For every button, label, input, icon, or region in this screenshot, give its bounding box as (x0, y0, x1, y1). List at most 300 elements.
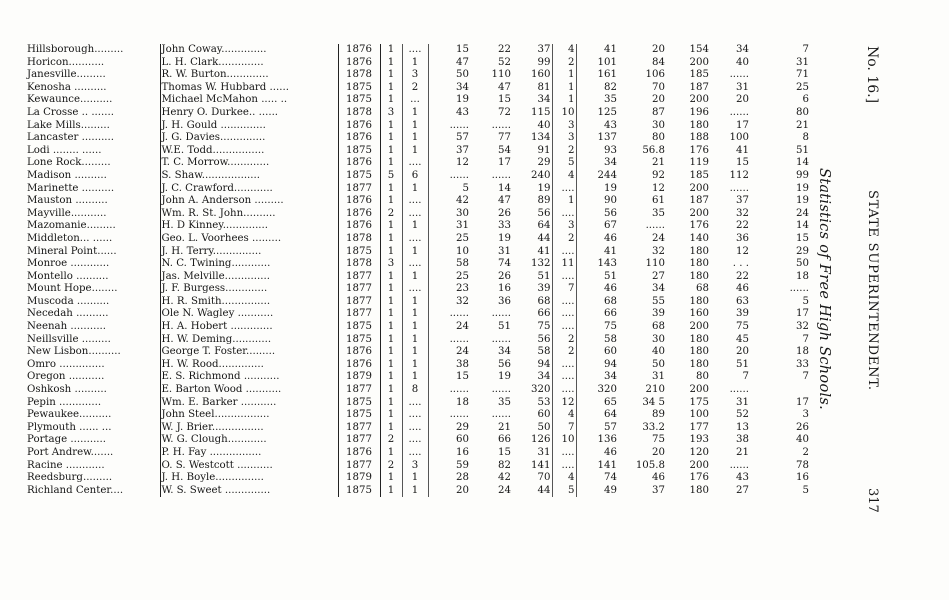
count-cell: 5 (802, 484, 809, 496)
assistants-cell: .... (402, 434, 428, 447)
table-row (26, 132, 810, 145)
count-cell: 4 (552, 170, 576, 183)
days-cell: 200 (689, 94, 709, 106)
count-cell: .... (552, 371, 576, 384)
principal-cell: S. Shaw.................. (160, 170, 338, 183)
assistants-cell: 1 (402, 183, 428, 196)
count-cell: 31 (796, 56, 809, 68)
count-cell: 15 (736, 157, 749, 169)
count-cell: 13 (736, 421, 749, 433)
days-cell: 177 (689, 421, 709, 433)
teachers-cell: 1 (387, 333, 395, 345)
assistants-cell: 1 (402, 359, 428, 372)
count-cell: 28 (456, 472, 469, 484)
teachers-cell: 1 (387, 157, 395, 169)
count-cell: 35 (604, 94, 617, 106)
town-cell: Monroe ............ (27, 258, 110, 270)
days-cell: 180 (689, 245, 709, 257)
average-cell: 55 (652, 295, 665, 307)
principal-cell: Geo. L. Voorhees ......... (160, 233, 338, 246)
year-cell: 1875 (338, 82, 380, 95)
count-cell: 31 (498, 245, 511, 257)
count-cell: 141 (597, 459, 617, 471)
teachers-cell: 2 (387, 207, 395, 219)
town-cell: Mazomanie......... (27, 220, 116, 232)
town-cell: Racine ............ (27, 459, 105, 471)
town-cell: Neenah ........... (27, 321, 107, 333)
year-cell: 1878 (338, 233, 380, 246)
teachers-cell: 1 (387, 346, 395, 358)
days-cell: 80 (696, 371, 709, 383)
count-cell: 112 (729, 169, 749, 181)
count-cell: 125 (597, 106, 617, 118)
year-cell: 1879 (338, 371, 380, 384)
count-cell: 136 (597, 434, 617, 446)
count-cell: 2 (552, 334, 576, 347)
days-cell: 180 (689, 484, 709, 496)
total-cell: 44 (512, 233, 552, 246)
assistants-cell: 1 (402, 296, 428, 309)
town-cell: Marinette .......... (27, 182, 115, 194)
days-cell: 100 (689, 409, 709, 421)
principal-cell: George T. Foster......... (160, 346, 338, 359)
count-cell: 32 (736, 207, 749, 219)
teachers-cell: 1 (387, 69, 395, 81)
average-cell: 61 (652, 195, 665, 207)
assistants-cell: .... (402, 233, 428, 246)
table-row (26, 233, 810, 246)
town-cell: Mineral Point...... (27, 245, 117, 257)
total-cell: 40 (512, 120, 552, 133)
assistants-cell: 1 (402, 334, 428, 347)
total-cell: 81 (512, 82, 552, 95)
principal-cell: J. H. Boyle............... (160, 472, 338, 485)
count-cell: 101 (597, 56, 617, 68)
days-cell: 180 (689, 270, 709, 282)
count-cell: 37 (456, 144, 469, 156)
count-cell: .... (552, 460, 576, 473)
count-cell: 17 (736, 119, 749, 131)
table-row (26, 371, 810, 384)
count-cell: 34 (736, 44, 749, 55)
count-cell: 12 (456, 157, 469, 169)
teachers-cell: 3 (387, 258, 395, 270)
average-cell: 21 (652, 157, 665, 169)
free-high-schools-table (26, 44, 811, 497)
total-cell: 320 (512, 384, 552, 397)
assistants-cell: 1 (402, 145, 428, 158)
days-cell: 180 (689, 333, 709, 345)
count-cell: ...... (449, 169, 469, 181)
year-cell: 1877 (338, 296, 380, 309)
days-cell: 180 (689, 295, 709, 307)
table-row (26, 170, 810, 183)
days-cell: 154 (689, 44, 709, 55)
average-cell: 40 (652, 346, 665, 358)
teachers-cell: 1 (387, 245, 395, 257)
count-cell: 1 (552, 94, 576, 107)
assistants-cell: .... (402, 397, 428, 410)
average-cell: 75 (652, 434, 665, 446)
teachers-cell: 1 (387, 371, 395, 383)
town-cell: Portage ........... (27, 434, 107, 446)
average-cell: 70 (652, 81, 665, 93)
count-cell: 33 (498, 220, 511, 232)
year-cell: 1876 (338, 157, 380, 170)
count-cell: 24 (456, 346, 469, 358)
average-cell: 39 (652, 308, 665, 320)
average-cell: 33.2 (642, 421, 665, 433)
days-cell: 160 (689, 308, 709, 320)
count-cell: .... (552, 384, 576, 397)
town-cell: Neillsville ......... (27, 333, 111, 345)
count-cell: 42 (498, 472, 511, 484)
total-cell: 29 (512, 157, 552, 170)
count-cell: 58 (456, 258, 469, 270)
assistants-cell: .... (402, 195, 428, 208)
principal-cell: R. W. Burton............. (160, 69, 338, 82)
teachers-cell: 1 (387, 283, 395, 295)
assistants-cell: 1 (402, 371, 428, 384)
count-cell: 32 (796, 321, 809, 333)
count-cell: 4 (552, 44, 576, 57)
total-cell: 99 (512, 57, 552, 70)
count-cell: .... (552, 447, 576, 460)
assistants-cell: 1 (402, 107, 428, 120)
teachers-cell: 1 (387, 295, 395, 307)
count-cell: 29 (456, 421, 469, 433)
count-cell: 110 (491, 69, 511, 81)
total-cell: 58 (512, 346, 552, 359)
days-cell: 180 (689, 119, 709, 131)
count-cell: 57 (456, 132, 469, 144)
count-cell: 16 (456, 447, 469, 458)
count-cell: ...... (491, 169, 511, 181)
assistants-cell: 1 (402, 485, 428, 498)
principal-cell: John Coway.............. (160, 44, 338, 57)
total-cell: 132 (512, 258, 552, 271)
days-cell: 200 (689, 459, 709, 471)
town-cell: Montello .......... (27, 270, 109, 282)
table-row (26, 94, 810, 107)
table-row (26, 208, 810, 221)
town-cell: Oregon ........... (27, 371, 105, 383)
total-cell: 56 (512, 334, 552, 347)
town-cell: Mauston .......... (27, 195, 108, 207)
days-cell: 200 (689, 321, 709, 333)
count-cell: 74 (498, 258, 511, 270)
count-cell: ...... (729, 182, 749, 194)
year-cell: 1876 (338, 132, 380, 145)
count-cell: 30 (456, 207, 469, 219)
principal-cell: E. S. Richmond ........... (160, 371, 338, 384)
count-cell: 19 (456, 94, 469, 106)
count-cell: 17 (796, 308, 809, 320)
days-cell: 120 (689, 447, 709, 458)
count-cell: 47 (456, 56, 469, 68)
average-cell: 30 (652, 119, 665, 131)
teachers-cell: 1 (387, 195, 395, 207)
average-cell: 46 (652, 472, 665, 484)
count-cell: 1 (552, 69, 576, 82)
days-cell: 187 (689, 195, 709, 207)
days-cell: 176 (689, 144, 709, 156)
count-cell: 47 (498, 195, 511, 207)
assistants-cell: 1 (402, 308, 428, 321)
count-cell: 94 (604, 358, 617, 370)
year-cell: 1878 (338, 258, 380, 271)
assistants-cell: .... (402, 208, 428, 221)
total-cell: 126 (512, 434, 552, 447)
count-cell: .... (552, 246, 576, 259)
table-row (26, 485, 810, 498)
count-cell: 1 (552, 195, 576, 208)
year-cell: 1875 (338, 321, 380, 334)
count-cell: 143 (597, 258, 617, 270)
total-cell: 44 (512, 485, 552, 498)
count-cell: 19 (498, 232, 511, 244)
teachers-cell: 1 (387, 81, 395, 93)
days-cell: 176 (689, 472, 709, 484)
count-cell: 14 (796, 220, 809, 232)
teachers-cell: 1 (387, 409, 395, 421)
assistants-cell: 1 (402, 57, 428, 70)
town-cell: Necedah .......... (27, 308, 109, 320)
count-cell: 14 (498, 182, 511, 194)
count-cell: ...... (449, 409, 469, 421)
count-cell: ...... (789, 283, 809, 295)
town-cell: Kenosha .......... (27, 81, 107, 93)
table-row (26, 296, 810, 309)
count-cell: ...... (729, 459, 749, 471)
count-cell: 14 (796, 157, 809, 169)
table-row (26, 145, 810, 158)
average-cell: 32 (652, 245, 665, 257)
count-cell: 25 (456, 232, 469, 244)
count-cell: 3 (552, 120, 576, 133)
count-cell: 5 (552, 485, 576, 498)
days-cell: 188 (689, 132, 709, 144)
assistants-cell: .... (402, 283, 428, 296)
count-cell: 54 (498, 144, 511, 156)
teachers-cell: 1 (387, 472, 395, 484)
total-cell: 19 (512, 183, 552, 196)
year-cell: 1876 (338, 57, 380, 70)
count-cell: 20 (736, 346, 749, 358)
table-row (26, 384, 810, 397)
days-cell: 180 (689, 346, 709, 358)
teachers-cell: 1 (387, 182, 395, 194)
assistants-cell: 2 (402, 82, 428, 95)
year-cell: 1876 (338, 346, 380, 359)
total-cell: 94 (512, 359, 552, 372)
total-cell: 60 (512, 409, 552, 422)
count-cell: 75 (604, 321, 617, 333)
count-cell: 19 (796, 182, 809, 194)
count-cell: ...... (491, 409, 511, 421)
total-cell: 51 (512, 271, 552, 284)
days-cell: 200 (689, 56, 709, 68)
teachers-cell: 1 (387, 119, 395, 131)
count-cell: 63 (736, 295, 749, 307)
town-cell: Mayville........... (27, 207, 107, 219)
count-cell: 43 (604, 119, 617, 131)
count-cell: 38 (456, 358, 469, 370)
table-row (26, 157, 810, 170)
days-cell: 200 (689, 207, 709, 219)
average-cell: 50 (652, 358, 665, 370)
count-cell: 137 (597, 132, 617, 144)
count-cell: 50 (456, 69, 469, 81)
table-row (26, 246, 810, 259)
count-cell: ...... (491, 308, 511, 320)
table-row (26, 120, 810, 133)
principal-cell: John A. Anderson ......... (160, 195, 338, 208)
count-cell: 58 (604, 333, 617, 345)
count-cell: 80 (796, 106, 809, 118)
teachers-cell: 1 (387, 321, 395, 333)
total-cell: 75 (512, 321, 552, 334)
average-cell: 20 (652, 447, 665, 458)
count-cell: 7 (802, 44, 809, 55)
teachers-cell: 1 (387, 270, 395, 282)
average-cell: 105.8 (635, 459, 665, 471)
days-cell: 180 (689, 358, 709, 370)
town-cell: Pewaukee.......... (27, 409, 112, 421)
count-cell: 8 (802, 132, 809, 144)
year-cell: 1877 (338, 422, 380, 435)
average-cell: 210 (645, 384, 665, 396)
principal-cell: J. F. Burgess............. (160, 283, 338, 296)
count-cell: 23 (456, 283, 469, 295)
teachers-cell: 1 (387, 421, 395, 433)
total-cell: 66 (512, 308, 552, 321)
count-cell: ...... (449, 333, 469, 345)
total-cell: 115 (512, 107, 552, 120)
count-cell: 41 (604, 44, 617, 55)
count-cell: 36 (498, 295, 511, 307)
principal-cell: J. H. Terry............... (160, 246, 338, 259)
average-cell: 12 (652, 182, 665, 194)
table-row (26, 397, 810, 410)
count-cell: 3 (552, 220, 576, 233)
assistants-cell: ... (402, 94, 428, 107)
average-cell: 89 (652, 409, 665, 421)
count-cell: 34 (604, 371, 617, 383)
year-cell: 1875 (338, 246, 380, 259)
table-row (26, 422, 810, 435)
count-cell: 90 (604, 195, 617, 207)
total-cell: 37 (512, 44, 552, 57)
count-cell: 93 (604, 144, 617, 156)
average-cell: 92 (652, 169, 665, 181)
count-cell: 68 (604, 295, 617, 307)
count-cell: 50 (796, 258, 809, 270)
count-cell: 45 (736, 333, 749, 345)
principal-cell: W. G. Clough............ (160, 434, 338, 447)
count-cell: 11 (552, 258, 576, 271)
count-cell: 75 (736, 321, 749, 333)
average-cell: 80 (652, 132, 665, 144)
assistants-cell: 3 (402, 69, 428, 82)
average-cell: 106 (645, 69, 665, 81)
average-cell: 34 (652, 283, 665, 295)
count-cell: 78 (796, 459, 809, 471)
count-cell: 66 (498, 434, 511, 446)
count-cell: 40 (736, 56, 749, 68)
principal-cell: T. C. Morrow............. (160, 157, 338, 170)
table-row (26, 69, 810, 82)
count-cell: 5 (802, 295, 809, 307)
count-cell: 25 (456, 270, 469, 282)
count-cell: 7 (802, 371, 809, 383)
days-cell: 68 (696, 283, 709, 295)
days-cell: 185 (689, 169, 709, 181)
count-cell: ...... (449, 384, 469, 396)
teachers-cell: 1 (387, 447, 395, 458)
year-cell: 1877 (338, 283, 380, 296)
days-cell: 175 (689, 396, 709, 408)
assistants-cell: .... (402, 258, 428, 271)
principal-cell: J. H. Gould .............. (160, 120, 338, 133)
year-cell: 1875 (338, 170, 380, 183)
count-cell: 21 (498, 421, 511, 433)
count-cell: 1 (552, 82, 576, 95)
total-cell: 50 (512, 422, 552, 435)
count-cell: 41 (736, 144, 749, 156)
count-cell: .... (552, 321, 576, 334)
count-cell: 60 (604, 346, 617, 358)
count-cell: 34 (456, 81, 469, 93)
principal-cell: Wm. R. St. John.......... (160, 208, 338, 221)
table-row (26, 271, 810, 284)
assistants-cell: 1 (402, 120, 428, 133)
count-cell: 99 (796, 169, 809, 181)
count-cell: 2 (552, 57, 576, 70)
count-cell: 71 (796, 69, 809, 81)
average-cell: 87 (652, 106, 665, 118)
count-cell: 43 (456, 106, 469, 118)
average-cell: 68 (652, 321, 665, 333)
total-cell: 56 (512, 208, 552, 221)
count-cell: 5 (462, 182, 469, 194)
count-cell: 65 (604, 396, 617, 408)
count-cell: 31 (736, 396, 749, 408)
year-cell: 1876 (338, 359, 380, 372)
count-cell: 59 (456, 459, 469, 471)
count-cell: 16 (498, 283, 511, 295)
count-cell: 15 (456, 371, 469, 383)
year-cell: 1876 (338, 447, 380, 460)
town-cell: Kewaunce.......... (27, 94, 113, 106)
count-cell: 12 (736, 245, 749, 257)
principal-cell: P. H. Fay ................ (160, 447, 338, 460)
table-row (26, 346, 810, 359)
year-cell: 1876 (338, 208, 380, 221)
count-cell: 10 (552, 434, 576, 447)
count-cell: 24 (498, 484, 511, 496)
total-cell: 64 (512, 220, 552, 233)
count-cell: 24 (796, 207, 809, 219)
year-cell: 1878 (338, 69, 380, 82)
count-cell: 22 (498, 44, 511, 55)
town-cell: Madison .......... (27, 169, 107, 181)
principal-cell: Jas. Melville.............. (160, 271, 338, 284)
count-cell: ...... (729, 69, 749, 81)
average-cell: 20 (652, 94, 665, 106)
days-cell: 176 (689, 220, 709, 232)
count-cell: 26 (796, 421, 809, 433)
